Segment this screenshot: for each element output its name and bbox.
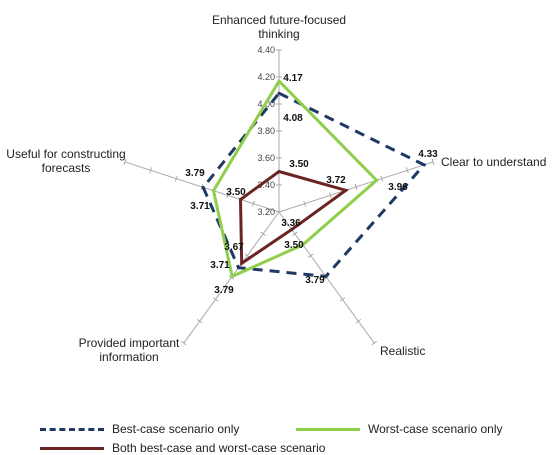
legend-label-worst-case: Worst-case scenario only [368,422,503,436]
tick-label: 3.60 [257,153,275,163]
tick-label: 3.40 [257,180,275,190]
axis-label-3: Realistic [380,344,426,358]
data-point-best-case-1 [278,92,281,95]
data-label-both-1: 3.50 [289,159,309,170]
data-point-best-case-2 [423,163,426,166]
axis-tick-mark [340,298,345,302]
data-label-worst-case-1: 4.17 [283,73,303,84]
data-label-best-case-2: 4.33 [418,149,438,160]
data-point-both-1 [278,170,281,173]
tick-label: 4.20 [257,72,275,82]
data-label-both-5: 3.50 [226,187,246,198]
data-point-both-2 [344,189,347,192]
axis-tick-mark [181,341,186,345]
legend-label-both: Both best-case and worst-case scenario [112,441,326,455]
data-label-best-case-1: 4.08 [283,113,303,124]
axis-tick-mark [261,232,266,236]
data-label-both-3: 3.36 [281,218,301,229]
tick-label: 4.00 [257,99,275,109]
data-label-best-case-5: 3.79 [185,168,205,179]
tick-label: 3.20 [257,207,275,217]
axis-tick-mark [213,298,218,302]
data-label-worst-case-3: 3.50 [284,240,304,251]
axis-label-2: Clear to understand [441,155,547,169]
data-label-worst-case-4: 3.79 [214,285,234,296]
axis-tick-mark [356,319,361,323]
axis-label-5: Useful for constructing forecasts [6,147,126,175]
data-point-both-5 [239,198,242,201]
axis-tick-mark [197,319,202,323]
data-point-worst-case-4 [231,275,234,278]
data-point-best-case-5 [202,186,205,189]
axis-label-4: Provided important information [78,336,180,364]
axis-label-1: Enhanced future-focused thinking [211,13,347,41]
data-label-best-case-3: 3.79 [305,275,325,286]
data-point-best-case-4 [237,266,240,269]
data-label-both-4: 3.67 [224,242,244,253]
legend-label-best-case: Best-case scenario only [112,422,240,436]
axis-tick-mark [372,341,377,345]
data-point-worst-case-1 [278,80,281,83]
data-label-worst-case-2: 3.96 [388,182,408,193]
data-label-both-2: 3.72 [326,175,346,186]
tick-label: 4.40 [257,45,275,55]
data-point-worst-case-2 [375,179,378,182]
data-point-best-case-3 [324,275,327,278]
data-label-best-case-4: 3.71 [210,260,230,271]
data-point-both-4 [240,262,243,265]
data-label-worst-case-5: 3.71 [190,201,210,212]
axis-tick-mark [292,232,297,236]
axis-tick-mark [308,254,313,258]
data-point-worst-case-5 [212,189,215,192]
tick-label: 3.80 [257,126,275,136]
